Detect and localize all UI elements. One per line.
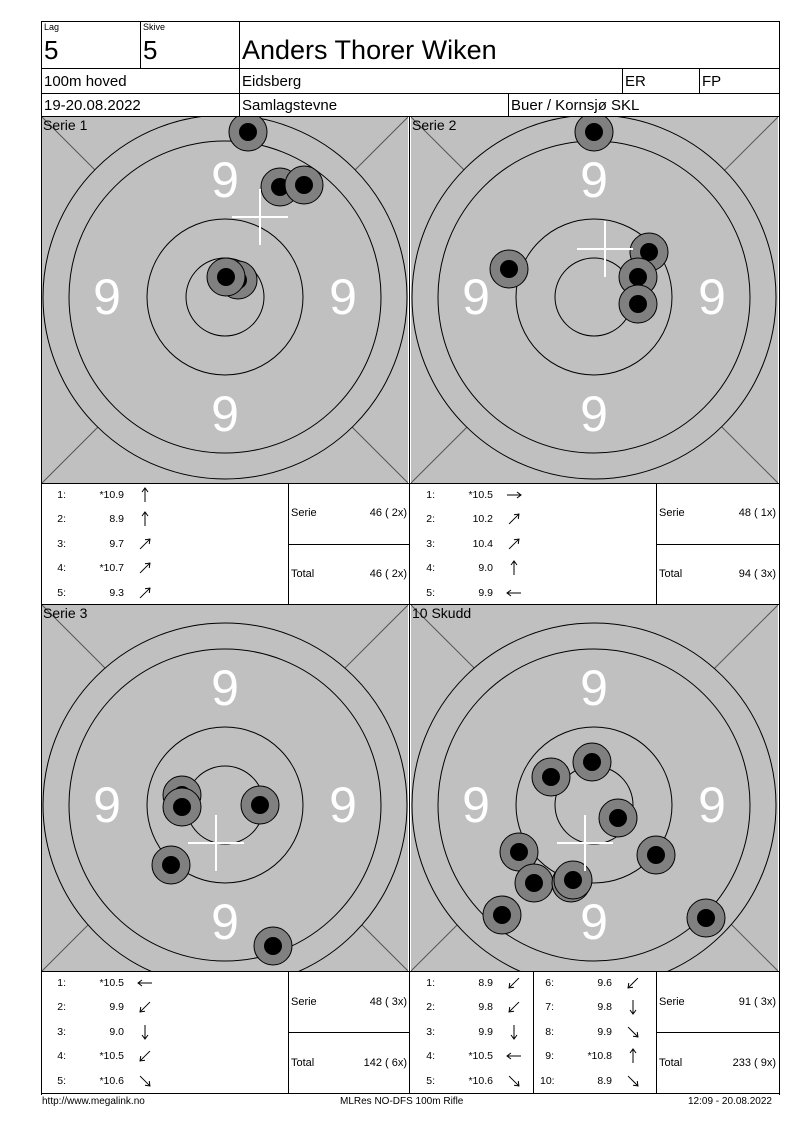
ring-number-label: 9 [211,152,239,208]
ring-number-label: 9 [329,777,357,833]
target-serie-2 [411,117,778,483]
total-label: Total [291,568,315,580]
shot-score: *10.5 [99,1050,124,1063]
shot-number: 4: [426,1050,435,1063]
serie-value: 48 ( 3x) [369,996,407,1008]
total-value: 94 ( 3x) [738,568,776,580]
serie-label: Serie [291,507,317,519]
shot-score: 9.8 [597,1001,612,1014]
ring-number-label: 9 [211,660,239,716]
shot-hole [285,166,323,204]
shot-score: 9.9 [597,1025,612,1038]
total-label: Total [659,568,683,580]
total-label: Total [291,1057,315,1069]
shot-row [48,1024,158,1040]
shot-row [417,487,527,503]
ring-number-label: 9 [580,660,608,716]
shot-score: 9.0 [478,562,493,575]
ring-number-label: 9 [462,777,490,833]
shot-score: 9.0 [109,1025,124,1038]
shot-number: 5: [57,586,66,599]
ring-number-label: 9 [580,386,608,442]
serie-label: Serie [291,996,317,1008]
shot-row [536,999,646,1015]
shot-number: 4: [426,562,435,575]
shot-number: 2: [426,513,435,526]
shot-score: 10.4 [472,537,493,550]
shot-score: 9.9 [109,1001,124,1014]
total-label: Total [659,1057,683,1069]
direction-arrow-icon [624,1024,642,1040]
event-text: Samlagstevne [242,97,338,114]
lag-label: Lag [44,22,60,32]
shot-number: 2: [57,1001,66,1014]
target-title: Serie 1 [43,117,88,133]
target-title: Serie 3 [43,605,88,621]
shot-number: 3: [426,537,435,550]
direction-arrow-icon [505,1048,523,1064]
shot-score: *10.7 [99,562,124,575]
direction-arrow-icon [136,560,154,576]
ring-number-label: 9 [93,777,121,833]
shot-number: 8: [545,1025,554,1038]
ring-number-label: 9 [93,269,121,325]
direction-arrow-icon [505,975,523,991]
shot-row [417,585,527,601]
shot-hole [575,117,613,151]
direction-arrow-icon [136,1073,154,1089]
shot-number: 7: [545,1001,554,1014]
shot-row [48,1073,158,1089]
direction-arrow-icon [136,975,154,991]
shot-number: 5: [57,1074,66,1087]
shot-row [536,975,646,991]
shot-hole [490,250,528,288]
direction-arrow-icon [505,1024,523,1040]
shot-score: *10.6 [468,1074,493,1087]
shot-row [48,487,158,503]
footer-url: http://www.megalink.no [42,1096,145,1107]
shot-hole [573,743,611,781]
shot-score: *10.5 [99,977,124,989]
skive-label: Skive [143,22,166,32]
direction-arrow-icon [136,536,154,552]
shot-row [48,585,158,601]
shot-score: 9.9 [478,1025,493,1038]
ring-number-label: 9 [211,894,239,950]
shot-number: 1: [426,489,435,501]
shot-number: 3: [57,537,66,550]
shot-hole [229,117,267,151]
shot-number: 6: [545,977,554,989]
shot-number: 3: [57,1025,66,1038]
shot-hole [483,896,521,934]
shot-hole [515,864,553,902]
club-text: Buer / Kornsjø SKL [511,97,640,114]
shot-number: 4: [57,562,66,575]
direction-arrow-icon [136,1024,154,1040]
target-svg [42,605,408,971]
shot-score: 9.8 [478,1001,493,1014]
shot-hole [163,788,201,826]
direction-arrow-icon [136,999,154,1015]
location-text: Eidsberg [242,73,302,90]
direction-arrow-icon [624,975,642,991]
shot-number: 9: [545,1050,554,1063]
shot-number: 4: [57,1050,66,1063]
direction-arrow-icon [505,511,523,527]
class-text: ER [625,73,646,90]
shot-score: *10.5 [468,1050,493,1063]
ring-number-label: 9 [580,152,608,208]
shot-hole [241,786,279,824]
weapon-text: FP [702,73,722,90]
shot-hole [599,799,637,837]
shot-number: 3: [426,1025,435,1038]
shot-row [536,1073,646,1089]
ring-number-label: 9 [462,269,490,325]
shot-score: 8.9 [478,977,493,989]
shot-number: 1: [426,977,435,989]
direction-arrow-icon [624,1048,642,1064]
shot-number: 1: [57,977,66,989]
shot-row [48,511,158,527]
shooter-name: Anders Thorer Wiken [242,35,497,65]
footer-timestamp: 12:09 - 20.08.2022 [688,1096,772,1107]
ring-number-label: 9 [580,894,608,950]
ring-number-label: 9 [329,269,357,325]
shot-score: *10.5 [468,489,493,501]
total-value: 142 ( 6x) [363,1057,407,1069]
ring-number-label: 9 [211,386,239,442]
direction-arrow-icon [136,585,154,601]
target-serie-1 [42,117,408,483]
shot-hole [152,846,190,884]
shot-hole [637,836,675,874]
shot-score: 9.7 [109,537,124,550]
shot-number: 2: [426,1001,435,1014]
shot-row [48,1048,158,1064]
target-svg [42,117,408,483]
serie-label: Serie [659,996,685,1008]
shot-row [417,1024,527,1040]
shot-score: 9.3 [109,586,124,599]
target-10-skudd [411,605,778,971]
shot-score: 8.9 [597,1074,612,1087]
footer-software: MLRes NO-DFS 100m Rifle [340,1096,464,1107]
ring-number-label: 9 [698,777,726,833]
shot-score: 8.9 [109,513,124,526]
skive-value: 5 [143,35,158,65]
shot-row [536,1024,646,1040]
shot-score: *10.6 [99,1074,124,1087]
shot-row [536,1048,646,1064]
shot-row [417,1073,527,1089]
shot-row [417,560,527,576]
total-value: 233 ( 9x) [732,1057,776,1069]
shot-row [417,536,527,552]
shot-hole [207,258,245,296]
shot-score: 10.2 [472,513,493,526]
target-title: 10 Skudd [412,605,472,621]
serie-label: Serie [659,507,685,519]
shot-hole [619,285,657,323]
shot-number: 2: [57,513,66,526]
shot-number: 1: [57,489,66,501]
shot-score: 9.9 [478,586,493,599]
ring-number-label: 9 [698,269,726,325]
direction-arrow-icon [136,511,154,527]
target-title: Serie 2 [412,117,457,133]
serie-value: 48 ( 1x) [738,507,776,519]
target-serie-3 [42,605,408,971]
serie-value: 91 ( 3x) [738,996,776,1008]
shot-row [417,975,527,991]
lag-value: 5 [44,35,59,65]
date-text: 19-20.08.2022 [44,97,141,114]
direction-arrow-icon [136,487,154,503]
shot-score: *10.9 [99,489,124,501]
shot-row [417,1048,527,1064]
direction-arrow-icon [136,1048,154,1064]
shot-hole [532,758,570,796]
total-value: 46 ( 2x) [369,568,407,580]
target-svg [411,605,778,971]
direction-arrow-icon [505,585,523,601]
direction-arrow-icon [505,487,523,503]
shot-row [417,999,527,1015]
shot-number: 5: [426,1074,435,1087]
direction-arrow-icon [624,999,642,1015]
shot-hole [554,861,592,899]
direction-arrow-icon [505,560,523,576]
shot-row [417,511,527,527]
direction-arrow-icon [505,999,523,1015]
direction-arrow-icon [505,536,523,552]
shot-hole [254,927,292,965]
shot-number: 10: [540,1074,555,1087]
shot-row [48,536,158,552]
shot-score: *10.8 [587,1050,612,1063]
shot-row [48,560,158,576]
direction-arrow-icon [624,1073,642,1089]
shot-row [48,999,158,1015]
target-svg [411,117,778,483]
shot-number: 5: [426,586,435,599]
direction-arrow-icon [505,1073,523,1089]
shot-row [48,975,158,991]
serie-value: 46 ( 2x) [369,507,407,519]
range-text: 100m hoved [44,73,127,90]
shot-score: 9.6 [597,977,612,989]
shot-hole [687,899,725,937]
